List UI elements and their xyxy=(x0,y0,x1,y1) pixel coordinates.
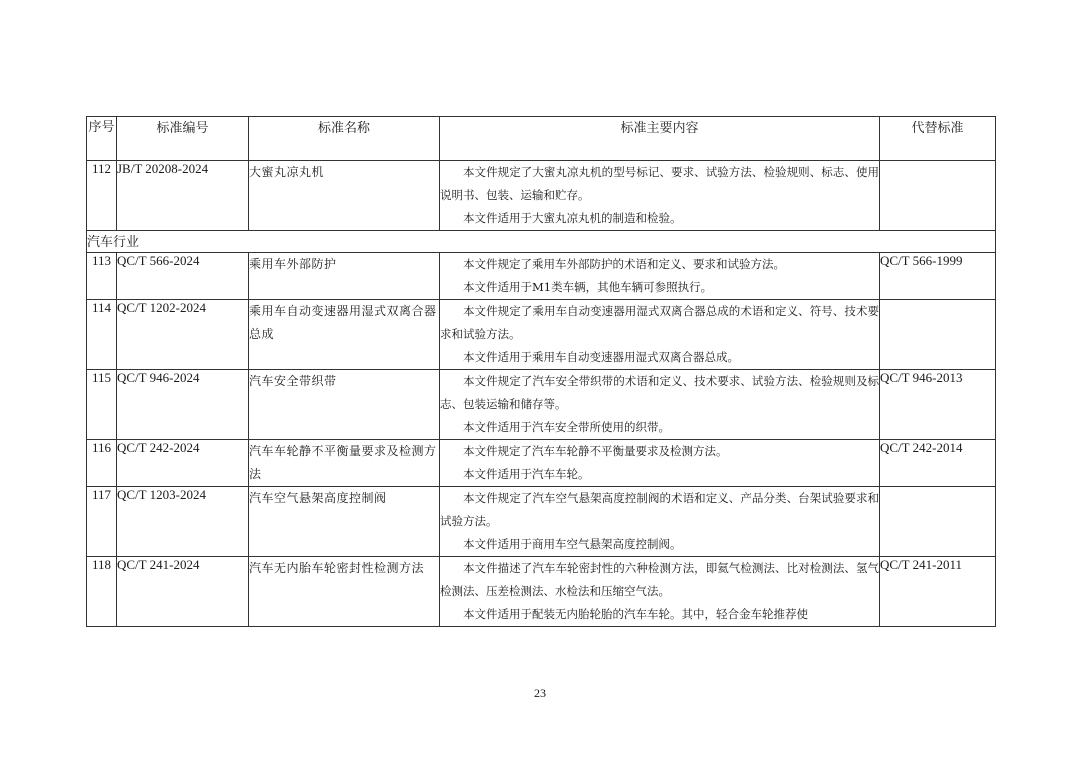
standard-name: 汽车空气悬架高度控制阀 xyxy=(249,487,440,557)
standard-name: 大蜜丸凉丸机 xyxy=(249,161,440,231)
table-row xyxy=(87,161,996,231)
replaced-standard: QC/T 566-1999 xyxy=(880,253,996,300)
content-paragraph: 本文件规定了大蜜丸凉丸机的型号标记、要求、试验方法、检验规则、标志、使用说明书、包装、运输和贮存。 xyxy=(440,165,879,202)
row-number: 118 xyxy=(87,557,117,627)
standard-name: 乘用车自动变速器用湿式双离合器总成 xyxy=(249,300,440,370)
standard-code: QC/T 241-2024 xyxy=(117,557,249,627)
header-replaces: 代替标准 xyxy=(880,117,996,161)
standard-code: JB/T 20208-2024 xyxy=(117,161,249,231)
content-paragraph: 本文件规定了乘用车自动变速器用湿式双离合器总成的术语和定义、符号、技术要求和试验方法。 xyxy=(440,304,879,341)
content-paragraph: 本文件规定了乘用车外部防护的术语和定义、要求和试验方法。 xyxy=(463,257,785,271)
content-paragraph: 本文件适用于M1类车辆，其他车辆可参照执行。 xyxy=(463,280,713,294)
table-row xyxy=(87,440,996,487)
standard-content xyxy=(440,370,880,440)
table-row xyxy=(87,300,996,370)
standard-code: QC/T 566-2024 xyxy=(117,253,249,300)
standard-content xyxy=(440,487,880,557)
content-paragraph: 本文件适用于汽车安全带所使用的织带。 xyxy=(463,420,670,434)
standard-name: 汽车安全带织带 xyxy=(249,370,440,440)
content-paragraph: 本文件适用于配装无内胎轮胎的汽车车轮。其中，轻合金车轮推荐使 xyxy=(463,607,808,621)
standard-content xyxy=(440,557,880,627)
replaced-standard: QC/T 242-2014 xyxy=(880,440,996,487)
standard-name: 乘用车外部防护 xyxy=(249,253,440,300)
standard-code: QC/T 1202-2024 xyxy=(117,300,249,370)
category-label: 汽车行业 xyxy=(87,231,996,253)
header-row xyxy=(87,117,996,161)
replaced-standard: QC/T 241-2011 xyxy=(880,557,996,627)
content-paragraph: 本文件规定了汽车空气悬架高度控制阀的术语和定义、产品分类、台架试验要求和试验方法。 xyxy=(440,491,879,528)
standard-content xyxy=(440,440,880,487)
content-paragraph: 本文件规定了汽车安全带织带的术语和定义、技术要求、试验方法、检验规则及标志、包装运输和储存等。 xyxy=(440,374,879,411)
header-seq: 序号 xyxy=(87,117,117,161)
content-paragraph: 本文件适用于商用车空气悬架高度控制阀。 xyxy=(463,537,682,551)
header-content: 标准主要内容 xyxy=(440,117,880,161)
standard-content xyxy=(440,161,880,231)
category-row xyxy=(87,231,996,253)
standards-table xyxy=(86,116,996,627)
content-paragraph: 本文件描述了汽车车轮密封性的六种检测方法，即氦气检测法、比对检测法、氢气检测法、压差检测法、水检法和压缩空气法。 xyxy=(440,561,879,598)
table-row xyxy=(87,487,996,557)
content-paragraph: 本文件适用于汽车车轮。 xyxy=(463,467,590,481)
standard-content xyxy=(440,253,880,300)
header-code: 标准编号 xyxy=(117,117,249,161)
row-number: 116 xyxy=(87,440,117,487)
table-row xyxy=(87,370,996,440)
replaced-standard xyxy=(880,300,996,370)
content-paragraph: 本文件规定了汽车车轮静不平衡量要求及检测方法。 xyxy=(463,444,728,458)
page-number: 23 xyxy=(534,686,546,700)
content-paragraph: 本文件适用于乘用车自动变速器用湿式双离合器总成。 xyxy=(463,350,739,364)
row-number: 112 xyxy=(87,161,117,231)
table-row xyxy=(87,557,996,627)
standard-code: QC/T 1203-2024 xyxy=(117,487,249,557)
standard-code: QC/T 242-2024 xyxy=(117,440,249,487)
replaced-standard: QC/T 946-2013 xyxy=(880,370,996,440)
replaced-standard xyxy=(880,487,996,557)
row-number: 115 xyxy=(87,370,117,440)
standard-content xyxy=(440,300,880,370)
content-paragraph: 本文件适用于大蜜丸凉丸机的制造和检验。 xyxy=(463,211,682,225)
header-name: 标准名称 xyxy=(249,117,440,161)
standard-code: QC/T 946-2024 xyxy=(117,370,249,440)
table-row xyxy=(87,253,996,300)
row-number: 113 xyxy=(87,253,117,300)
replaced-standard xyxy=(880,161,996,231)
row-number: 117 xyxy=(87,487,117,557)
row-number: 114 xyxy=(87,300,117,370)
standard-name: 汽车无内胎车轮密封性检测方法 xyxy=(249,557,440,627)
standard-name: 汽车车轮静不平衡量要求及检测方法 xyxy=(249,440,440,487)
